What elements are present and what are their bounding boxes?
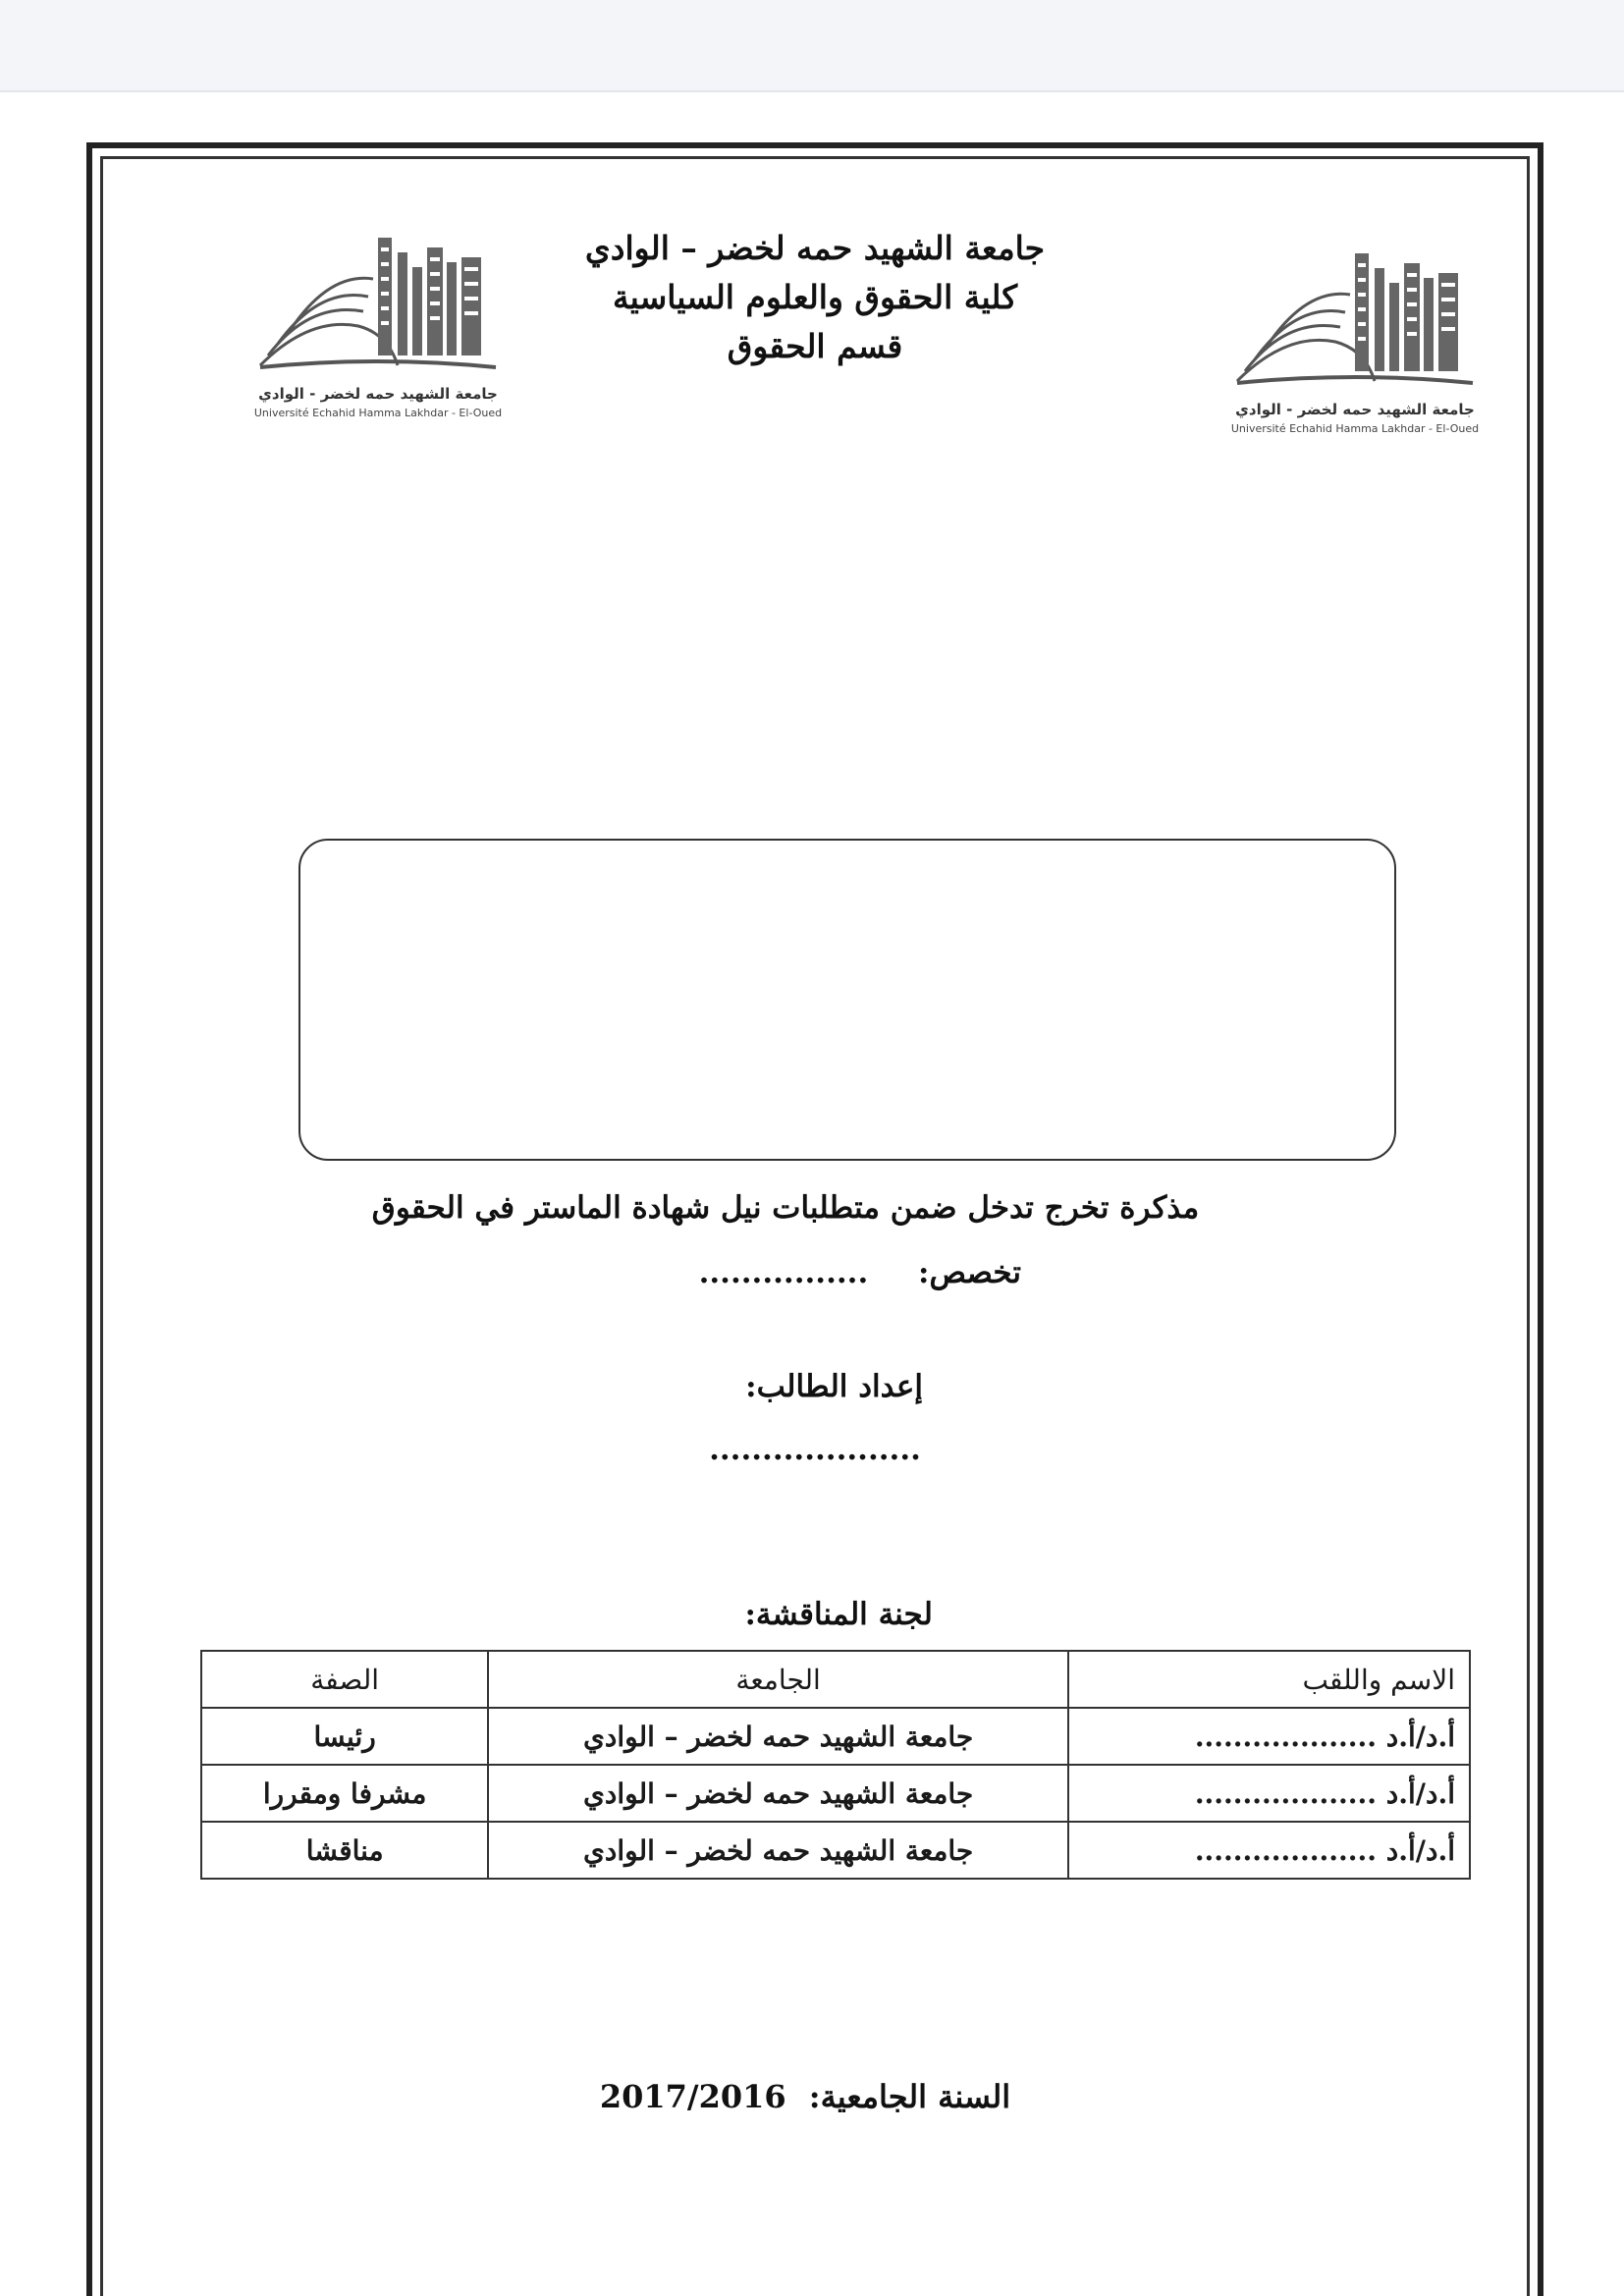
- member-name: أ.د/أ.د ...................: [1068, 1765, 1470, 1822]
- specialty-value: ................: [698, 1255, 869, 1290]
- student-name: ....................: [709, 1432, 921, 1467]
- prepared-by-label: إعداد الطالب:: [745, 1369, 923, 1404]
- thesis-title-box: [298, 839, 1396, 1161]
- member-university: جامعة الشهيد حمه لخضر – الوادي: [488, 1822, 1068, 1879]
- university-name: جامعة الشهيد حمه لخضر – الوادي: [584, 229, 1046, 267]
- academic-year-line: [530, 2078, 1080, 2115]
- member-name: أ.د/أ.د ...................: [1068, 1708, 1470, 1765]
- column-header-role: الصفة: [201, 1651, 488, 1708]
- logo-caption-french: Université Echahid Hamma Lakhdar - El-Oued: [253, 407, 503, 419]
- member-role: مشرفا ومقررا: [201, 1765, 488, 1822]
- member-name: أ.د/أ.د ...................: [1068, 1822, 1470, 1879]
- table-row: [201, 1822, 1470, 1879]
- page-border-inner: [100, 156, 1530, 2296]
- table-header-row: [201, 1651, 1470, 1708]
- university-logo-right: [1227, 234, 1483, 440]
- logo-caption-arabic: جامعة الشهيد حمه لخضر - الوادي: [258, 385, 498, 403]
- scan-top-strip: [0, 0, 1624, 92]
- column-header-university: الجامعة: [488, 1651, 1068, 1708]
- member-university: جامعة الشهيد حمه لخضر – الوادي: [488, 1765, 1068, 1822]
- member-role: مناقشا: [201, 1822, 488, 1879]
- academic-year-label: السنة الجامعية:: [808, 2078, 1011, 2115]
- table-row: [201, 1708, 1470, 1765]
- department-name: قسم الحقوق: [727, 327, 903, 365]
- logo-caption-french: Université Echahid Hamma Lakhdar - El-Oued: [1230, 422, 1480, 435]
- specialty-line: [628, 1255, 1021, 1290]
- thesis-description: مذكرة تخرج تدخل ضمن متطلبات نيل شهادة الماستر في الحقوق: [371, 1190, 1200, 1226]
- committee-table: [200, 1650, 1471, 1880]
- table-row: [201, 1765, 1470, 1822]
- member-role: رئيسا: [201, 1708, 488, 1765]
- logo-caption-arabic: جامعة الشهيد حمه لخضر - الوادي: [1235, 401, 1475, 418]
- institution-header: [442, 224, 1188, 371]
- committee-title: لجنة المناقشة:: [744, 1597, 933, 1632]
- academic-year-value: 2017/2016: [599, 2078, 786, 2115]
- university-building-logo-icon: [1227, 234, 1483, 410]
- faculty-name: كلية الحقوق والعلوم السياسية: [612, 278, 1018, 316]
- specialty-label: تخصص:: [918, 1255, 1021, 1290]
- member-university: جامعة الشهيد حمه لخضر – الوادي: [488, 1708, 1068, 1765]
- column-header-name: الاسم واللقب: [1068, 1651, 1470, 1708]
